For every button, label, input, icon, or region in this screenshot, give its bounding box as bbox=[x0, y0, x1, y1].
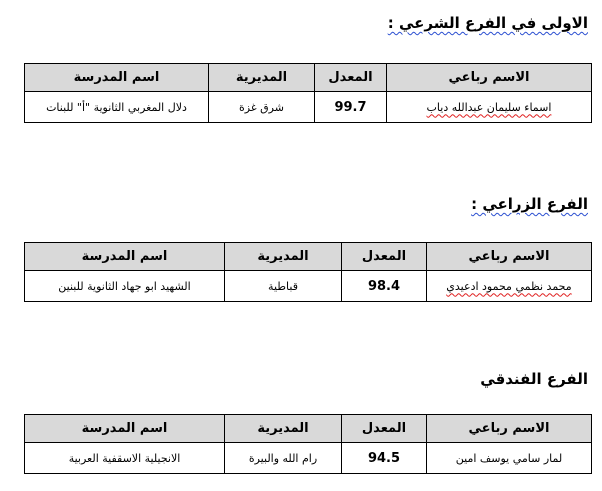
header-directorate: المديرية bbox=[209, 64, 315, 92]
cell-school: الانجيلية الاسقفية العربية bbox=[25, 443, 225, 474]
cell-directorate: شرق غزة bbox=[209, 92, 315, 123]
cell-name bbox=[387, 92, 592, 123]
cell-average: 94.5 bbox=[342, 443, 427, 474]
header-average: المعدل bbox=[342, 243, 427, 271]
cell-school: دلال المغربي الثانوية "أ" للبنات bbox=[25, 92, 209, 123]
header-school: اسم المدرسة bbox=[25, 415, 225, 443]
cell-name: لمار سامي يوسف امين bbox=[427, 443, 592, 474]
table-header-row bbox=[25, 243, 592, 271]
section-title-sharia bbox=[388, 14, 588, 32]
header-school: اسم المدرسة bbox=[25, 243, 225, 271]
results-table-sharia bbox=[24, 63, 592, 123]
header-directorate: المديرية bbox=[225, 415, 342, 443]
table-row bbox=[25, 92, 592, 123]
table-header-row bbox=[25, 415, 592, 443]
results-table-agriculture bbox=[24, 242, 592, 302]
cell-name-text: اسماء سليمان عبدالله دياب bbox=[426, 100, 552, 114]
header-average: المعدل bbox=[342, 415, 427, 443]
header-name: الاسم رباعي bbox=[427, 243, 592, 271]
header-name: الاسم رباعي bbox=[387, 64, 592, 92]
section-title-text: الفرع الفندقي bbox=[480, 370, 588, 388]
header-average: المعدل bbox=[315, 64, 387, 92]
cell-directorate: قباطية bbox=[225, 271, 342, 302]
header-school: اسم المدرسة bbox=[25, 64, 209, 92]
table-header-row bbox=[25, 64, 592, 92]
cell-name-text: محمد نظمي محمود ادعيدي bbox=[446, 279, 572, 293]
section-title-text: الاولى في الفرع الشرعي : bbox=[387, 14, 588, 32]
section-title-agriculture bbox=[471, 195, 588, 213]
header-name: الاسم رباعي bbox=[427, 415, 592, 443]
cell-directorate: رام الله والبيرة bbox=[225, 443, 342, 474]
cell-average: 98.4 bbox=[342, 271, 427, 302]
table-row bbox=[25, 271, 592, 302]
section-title-text: الفرع الزراعي : bbox=[471, 195, 588, 213]
results-table-hotel bbox=[24, 414, 592, 474]
section-title-hotel bbox=[480, 370, 588, 388]
header-directorate: المديرية bbox=[225, 243, 342, 271]
table-row bbox=[25, 443, 592, 474]
cell-name bbox=[427, 271, 592, 302]
cell-school: الشهيد ابو جهاد الثانوية للبنين bbox=[25, 271, 225, 302]
cell-average: 99.7 bbox=[315, 92, 387, 123]
